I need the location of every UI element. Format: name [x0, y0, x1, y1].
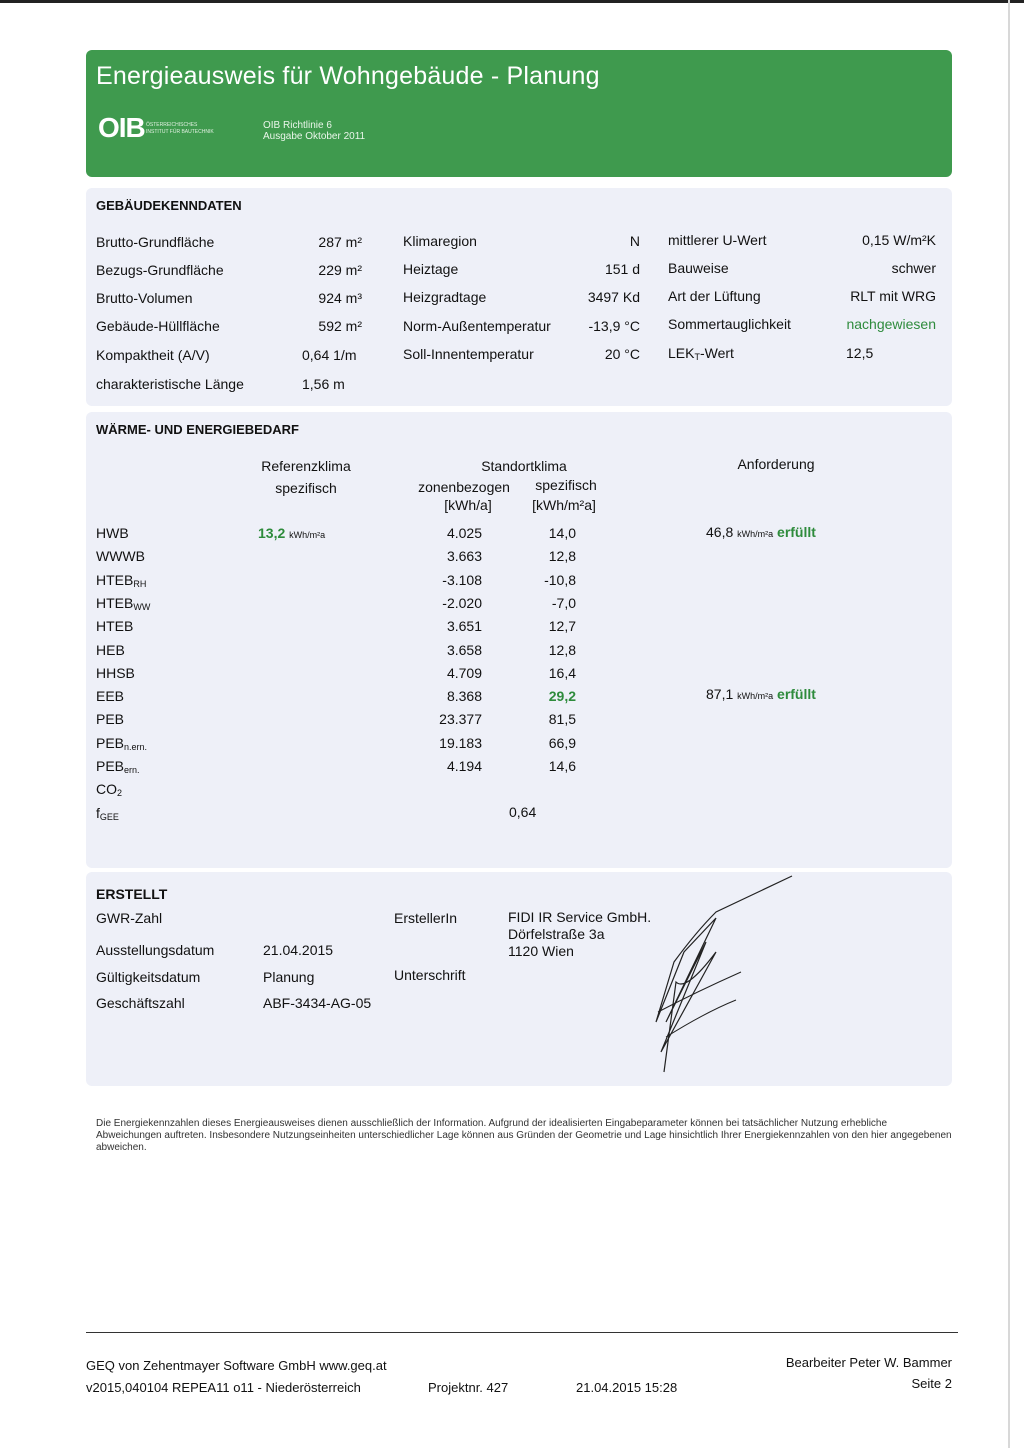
energy-row-name	[96, 595, 150, 612]
energy-row-sub: GEE	[99, 811, 119, 822]
energy-row-spezifisch: 14,6	[548, 758, 576, 774]
label-norm-aussentemperatur: Norm-Außentemperatur	[403, 318, 551, 334]
ausgabe: Ausgabe Oktober 2011	[263, 131, 366, 142]
label-klimaregion: Klimaregion	[403, 233, 477, 249]
label-bauweise: Bauweise	[668, 260, 729, 276]
energy-row-spezifisch: 12,8	[548, 641, 576, 658]
energy-row-spezifisch: -7,0	[551, 594, 576, 611]
label-gebaeude-huellflaeche: Gebäude-Hüllfläche	[96, 318, 220, 334]
energy-row-label: PEB	[96, 734, 125, 751]
energy-row-sub: WW	[133, 601, 151, 612]
value-heiztage: 151 d	[604, 261, 640, 277]
energy-row-label: HWB	[96, 525, 129, 541]
ref-hwb	[258, 525, 325, 541]
value-brutto-volumen: 924 m³	[318, 290, 362, 306]
ersteller-ort: 1120 Wien	[508, 943, 574, 959]
value-gueltigkeitsdatum: Planung	[263, 969, 315, 985]
footer-rule	[86, 1332, 958, 1333]
erstellt-section	[86, 872, 952, 1086]
anf-eeb	[706, 686, 816, 702]
value-norm-aussentemperatur: -13,9 °C	[588, 318, 640, 334]
ersteller-strasse: Dörfelstraße 3a	[508, 926, 605, 942]
ersteller-name: FIDI IR Service GmbH.	[508, 909, 652, 925]
oib-logo: OIB	[98, 112, 145, 143]
energy-row-zonen: 8.368	[446, 688, 482, 705]
energy-row-zonen: -2.020	[442, 594, 482, 611]
energy-row-sub: ern.	[124, 765, 140, 775]
footer-datum: 21.04.2015 15:28	[576, 1380, 678, 1395]
energy-row-name	[96, 525, 129, 542]
energy-row-name	[96, 665, 135, 682]
label-bezugs-grundflaeche: Bezugs-Grundfläche	[96, 262, 224, 278]
label-kompaktheit: Kompaktheit (A/V)	[96, 347, 210, 363]
energy-row-label: PEB	[96, 711, 125, 728]
energy-row-name	[96, 688, 124, 705]
value-brutto-grundflaeche: 287 m²	[318, 234, 362, 250]
footer-version: v2015,040104 REPEA11 o11 - Niederösterreich	[86, 1380, 361, 1395]
label-heizgradtage: Heizgradtage	[403, 289, 487, 305]
energy-row-name	[96, 711, 124, 728]
spez-unit: [kWh/m²a]	[532, 497, 596, 513]
energy-row-zonen: 4.025	[446, 525, 482, 541]
energy-row-label: EEB	[96, 688, 125, 705]
logo-caption	[146, 122, 256, 136]
label-ausstellungsdatum: Ausstellungsdatum	[96, 942, 215, 958]
spez-header: spezifisch	[535, 477, 597, 493]
energy-row-label: CO	[96, 781, 117, 798]
energy-row-label: HTEB	[96, 594, 134, 611]
energy-row-spezifisch: 12,7	[548, 618, 576, 635]
value-sommertauglichkeit: nachgewiesen	[846, 316, 936, 332]
energy-row-zonen: -3.108	[442, 571, 482, 588]
energiebedarf-section	[86, 412, 952, 868]
label-charakteristische-laenge: charakteristische Länge	[96, 376, 244, 392]
energy-row-label: f	[96, 804, 100, 821]
logo-caption-line1: ÖSTERREICHISCHES	[146, 122, 198, 128]
energy-row-label: HTEB	[96, 618, 134, 635]
footer-software: GEQ von Zehentmayer Software GmbH www.geq.at	[86, 1358, 387, 1373]
energy-row-name	[96, 805, 119, 822]
label-mittlerer-u-wert: mittlerer U-Wert	[668, 232, 767, 248]
footer-bearbeiter: Bearbeiter Peter W. Bammer	[785, 1355, 952, 1370]
disclaimer: Die Energiekennzahlen dieses Energieausweises dienen ausschließlich der Information. Aufgrund der idealisierten Eingabeparameter können bei tatsächlicher Nutzung erhebliche Abweichungen auftreten. Insbesondere Nutzungseinheiten unterschiedlicher Lage können aus Gründen der Geometrie und Lage hinsichtlich Ihrer Energiekennzahlen von den hier angegebenen abweichen.	[96, 1118, 952, 1153]
lek-label: LEK	[668, 345, 695, 361]
energy-row-zonen: 4.194	[446, 758, 482, 774]
label-heiztage: Heiztage	[403, 261, 459, 277]
page-title: Energieausweis für Wohngebäude - Planung	[96, 62, 600, 90]
energy-row-sub: RH	[133, 578, 147, 589]
anf-hwb-unit: kWh/m²a	[737, 529, 774, 539]
gebaeudekenndaten-section	[86, 188, 952, 406]
ref-header: Referenzklima	[261, 458, 351, 474]
energy-row-sub: 2	[117, 788, 123, 799]
value-geschaeftszahl: ABF-3434-AG-05	[263, 995, 372, 1011]
energy-row-name	[96, 781, 122, 798]
label-unterschrift: Unterschrift	[394, 967, 466, 983]
value-bauweise: schwer	[891, 260, 936, 276]
signature-icon	[566, 872, 806, 1082]
anf-hwb-status: erfüllt	[777, 524, 816, 540]
ref-hwb-unit: kWh/m²a	[289, 530, 326, 540]
energy-row-name	[96, 572, 146, 589]
label-brutto-volumen: Brutto-Volumen	[96, 290, 193, 306]
top-border	[0, 0, 1024, 3]
energy-row-name	[96, 618, 133, 635]
label-soll-innentemperatur: Soll-Innentemperatur	[403, 346, 534, 362]
label-art-der-lueftung: Art der Lüftung	[668, 288, 761, 304]
energy-row-label: WWWB	[96, 548, 145, 565]
label-sommertauglichkeit: Sommertauglichkeit	[668, 316, 791, 332]
energy-row-label: PEB	[96, 758, 125, 774]
value-bezugs-grundflaeche: 229 m²	[318, 262, 362, 278]
energy-row-name	[96, 642, 125, 659]
energy-row-name	[96, 548, 145, 565]
value-ausstellungsdatum: 21.04.2015	[263, 942, 334, 958]
value-heizgradtage: 3497 Kd	[587, 289, 640, 305]
anf-header: Anforderung	[737, 456, 815, 472]
value-klimaregion: N	[629, 233, 640, 249]
label-gueltigkeitsdatum: Gültigkeitsdatum	[96, 969, 201, 985]
richtlinie: OIB Richtlinie 6	[263, 120, 332, 131]
energy-row-spezifisch: 16,4	[548, 664, 576, 681]
energy-row-label: HEB	[96, 641, 125, 658]
section-heading: WÄRME- UND ENERGIEBEDARF	[96, 422, 299, 437]
value-mittlerer-u-wert: 0,15 W/m²K	[862, 232, 936, 248]
lek-sub: T	[694, 352, 700, 362]
zonen-header: zonenbezogen	[418, 479, 510, 495]
footer-seite: Seite 2	[911, 1376, 952, 1391]
section-heading: GEBÄUDEKENNDATEN	[96, 198, 242, 213]
label-lek-wert	[668, 345, 734, 362]
label-geschaeftszahl: Geschäftszahl	[96, 995, 185, 1011]
energy-row-spezifisch: 81,5	[548, 711, 576, 728]
value-gebaeude-huellflaeche: 592 m²	[318, 318, 362, 334]
lek-suffix: -Wert	[699, 345, 734, 361]
anf-eeb-unit: kWh/m²a	[737, 691, 774, 701]
value-kompaktheit: 0,64 1/m	[302, 347, 357, 363]
value-charakteristische-laenge: 1,56 m	[302, 376, 345, 392]
section-heading: ERSTELLT	[96, 886, 168, 902]
fgee-value: 0,64	[509, 804, 537, 820]
footer-projekt: Projektnr. 427	[428, 1380, 509, 1395]
energy-row-zonen: 4.709	[446, 664, 482, 681]
value-soll-innentemperatur: 20 °C	[604, 346, 640, 362]
value-lek-wert: 12,5	[846, 345, 874, 361]
energy-row-spezifisch: 29,2	[548, 688, 576, 705]
energy-row-zonen: 3.651	[446, 618, 482, 635]
energy-row-label: HTEB	[96, 571, 134, 588]
ref-header-spezifisch: spezifisch	[275, 480, 337, 496]
energy-row-spezifisch: 14,0	[548, 525, 576, 541]
energy-row-spezifisch: 66,9	[548, 734, 576, 751]
logo-caption-line2: INSTITUT FÜR BAUTECHNIK	[146, 129, 214, 135]
value-art-der-lueftung: RLT mit WRG	[850, 288, 936, 304]
stand-header: Standortklima	[481, 458, 567, 474]
energy-row-zonen: 23.377	[439, 711, 482, 728]
energy-row-sub: n.ern.	[124, 741, 148, 752]
energy-row-spezifisch: 12,8	[548, 548, 576, 565]
ref-hwb-value: 13,2	[258, 525, 286, 541]
energy-row-name	[96, 735, 147, 752]
energy-row-spezifisch: -10,8	[544, 571, 576, 588]
label-gwr-zahl: GWR-Zahl	[96, 910, 163, 926]
zonen-unit: [kWh/a]	[444, 497, 492, 513]
energy-row-name	[96, 758, 140, 775]
energy-row-zonen: 3.663	[446, 548, 482, 565]
anf-hwb-value: 46,8	[706, 524, 734, 540]
header-subtitle	[263, 120, 365, 142]
page-edge	[1008, 0, 1010, 1448]
label-erstellerin: ErstellerIn	[394, 910, 458, 926]
energy-row-label: HHSB	[96, 664, 135, 681]
label-brutto-grundflaeche: Brutto-Grundfläche	[96, 234, 215, 250]
energy-row-zonen: 19.183	[439, 734, 482, 751]
anf-hwb	[706, 524, 816, 540]
anf-eeb-value: 87,1	[706, 686, 734, 702]
anf-eeb-status: erfüllt	[777, 686, 816, 702]
energy-row-zonen: 3.658	[446, 641, 482, 658]
header-banner	[86, 50, 952, 177]
